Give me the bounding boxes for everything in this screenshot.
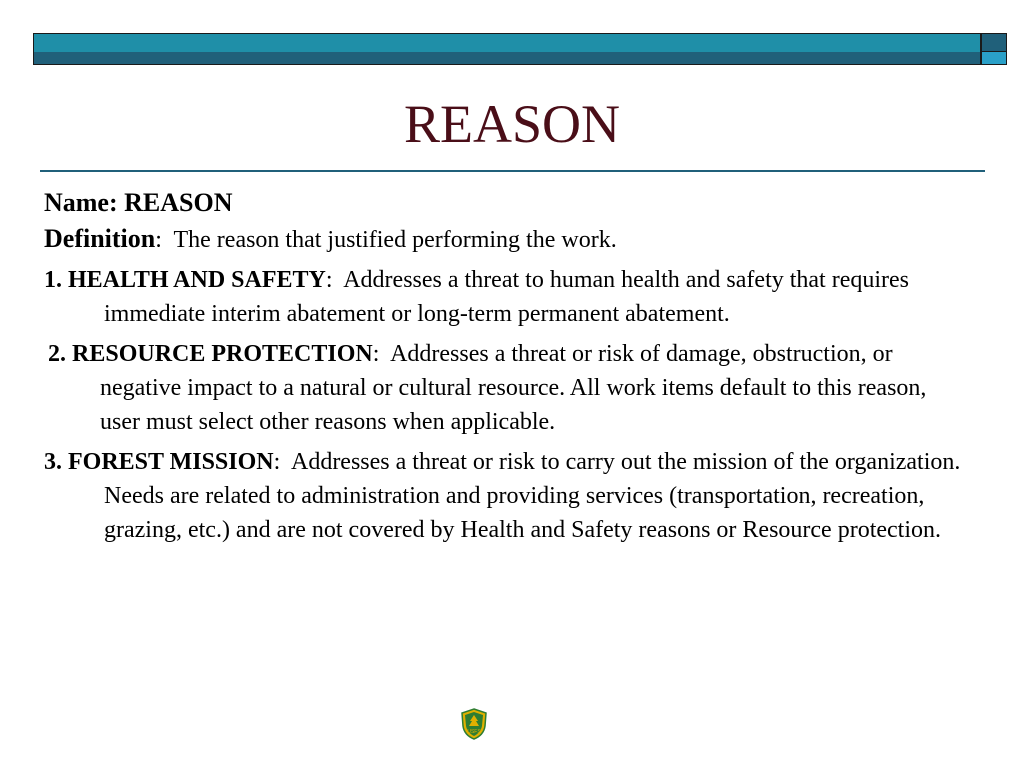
name-line: Name: REASON [44, 188, 233, 217]
reason-text: Addresses a threat or risk to carry out the mission of the organization. Needs are related to administration and providing services (transportation, recreation, grazing, etc.) and are not covered by Health and Safety reasons or Resource protection. [104, 449, 961, 543]
header-bar-upper [33, 33, 981, 52]
logo-text: USFS [467, 729, 481, 735]
reason-separator: : [325, 267, 333, 293]
header-corner-square-top [981, 33, 1007, 52]
definition-separator: : [155, 227, 162, 253]
definition-term: Definition [44, 224, 156, 253]
header-bar-lower [33, 52, 981, 65]
reason-separator: : [273, 449, 281, 475]
reason-item-health-safety [44, 263, 964, 331]
reason-text: Addresses a threat to human health and safety that requires immediate interim abatement or long-term permanent abatement. [104, 267, 910, 327]
reason-text: Addresses a threat or risk of damage, obstruction, or negative impact to a natural or cultural resource. All work items default to this reason, user must select other reasons when applicable. [100, 341, 927, 435]
reason-item-resource-protection [44, 337, 964, 439]
title-divider [40, 170, 985, 172]
definition-line [44, 222, 964, 257]
reason-item-forest-mission [44, 445, 964, 547]
definition-text: The reason that justified performing the work. [173, 227, 617, 253]
header-corner-square-bottom [981, 52, 1007, 65]
reason-term: 3. FOREST MISSION [44, 449, 274, 475]
reason-term: 2. RESOURCE PROTECTION [48, 341, 373, 367]
reason-separator: : [372, 341, 380, 367]
slide-body [44, 186, 964, 553]
usfs-shield-logo-icon [460, 708, 488, 740]
reason-term: 1. HEALTH AND SAFETY [44, 267, 326, 293]
slide-title: REASON [403, 94, 621, 154]
